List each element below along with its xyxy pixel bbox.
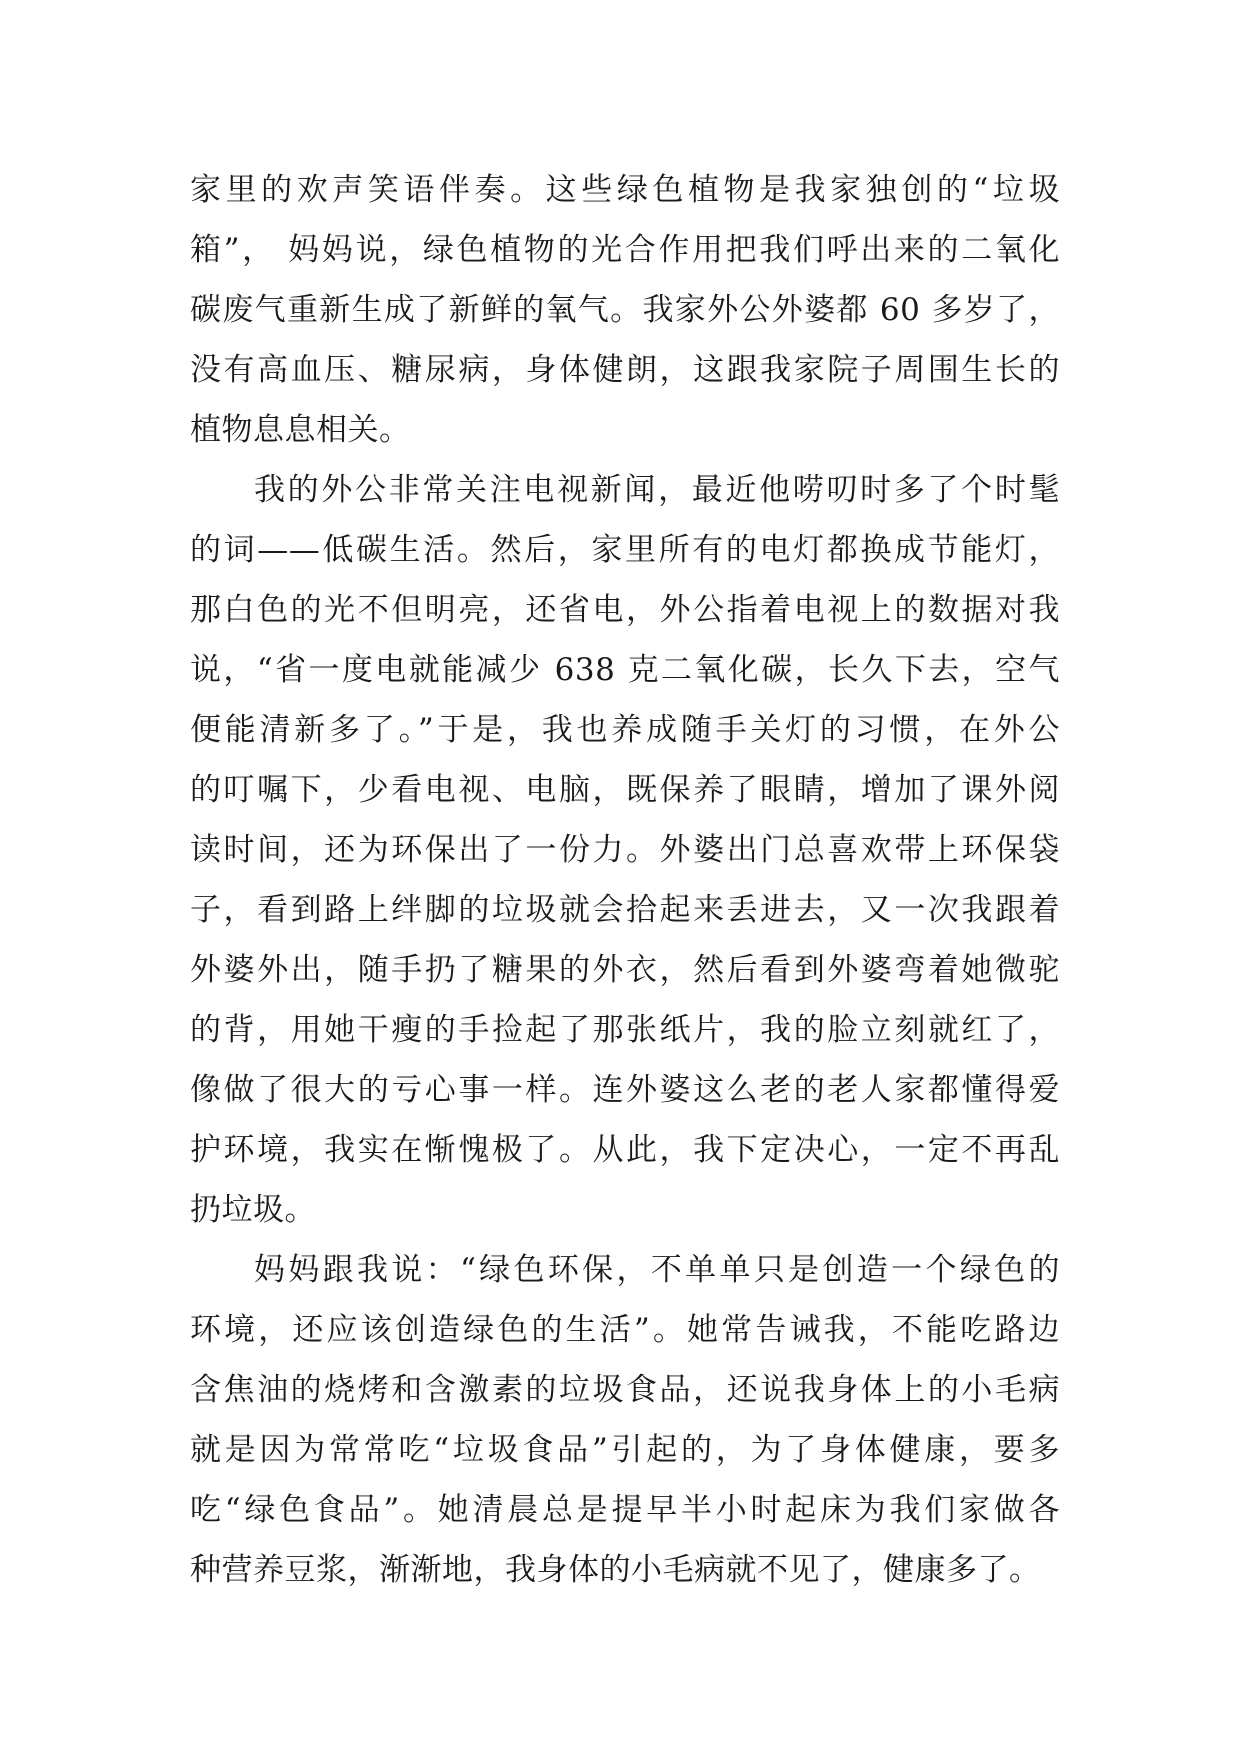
text-line: 的叮嘱下，少看电视、电脑，既保养了眼睛，增加了课外阅 (190, 772, 1060, 808)
text-line: 扔垃圾。 (190, 1192, 316, 1228)
text-line: 植物息息相关。 (190, 412, 411, 448)
text-line: 外婆外出，随手扔了糖果的外衣，然后看到外婆弯着她微驼 (190, 952, 1060, 988)
text-line: 读时间，还为环保出了一份力。外婆出门总喜欢带上环保袋 (190, 832, 1060, 868)
text-line: 的词——低碳生活。然后，家里所有的电灯都换成节能灯， (190, 532, 1060, 568)
text-line: 环境，还应该创造绿色的生活”。她常告诫我，不能吃路边 (190, 1312, 1060, 1348)
text-line: 我的外公非常关注电视新闻，最近他唠叨时多了个时髦 (254, 472, 1060, 508)
text-line: 就是因为常常吃“垃圾食品”引起的，为了身体健康，要多 (190, 1432, 1060, 1468)
text-line: 种营养豆浆，渐渐地，我身体的小毛病就不见了，健康多了。 (190, 1552, 1041, 1588)
text-line: 的背，用她干瘦的手捡起了那张纸片，我的脸立刻就红了， (190, 1012, 1060, 1048)
paragraph-3 (190, 1240, 1060, 1600)
text-line: 箱”， 妈妈说，绿色植物的光合作用把我们呼出来的二氧化 (190, 232, 1060, 268)
paragraph-1 (190, 160, 1060, 460)
paragraph-2 (190, 460, 1060, 1240)
text-line: 护环境，我实在惭愧极了。从此，我下定决心，一定不再乱 (190, 1132, 1060, 1168)
document-body (190, 160, 1060, 1600)
text-line: 妈妈跟我说：“绿色环保，不单单只是创造一个绿色的 (254, 1252, 1060, 1288)
text-line: 没有高血压、糖尿病，身体健朗，这跟我家院子周围生长的 (190, 352, 1060, 388)
text-line: 家里的欢声笑语伴奏。这些绿色植物是我家独创的“垃圾 (190, 172, 1060, 208)
text-line: 那白色的光不但明亮，还省电，外公指着电视上的数据对我 (190, 592, 1060, 628)
text-line: 像做了很大的亏心事一样。连外婆这么老的老人家都懂得爱 (190, 1072, 1060, 1108)
text-line: 吃“绿色食品”。她清晨总是提早半小时起床为我们家做各 (190, 1492, 1060, 1528)
text-line: 含焦油的烧烤和含激素的垃圾食品，还说我身体上的小毛病 (190, 1372, 1060, 1408)
text-line: 便能清新多了。”于是，我也养成随手关灯的习惯，在外公 (190, 712, 1060, 748)
text-line: 子，看到路上绊脚的垃圾就会拾起来丢进去，又一次我跟着 (190, 892, 1060, 928)
text-line: 说，“省一度电就能减少 638 克二氧化碳，长久下去，空气 (190, 652, 1060, 688)
text-line: 碳废气重新生成了新鲜的氧气。我家外公外婆都 60 多岁了， (190, 292, 1060, 328)
